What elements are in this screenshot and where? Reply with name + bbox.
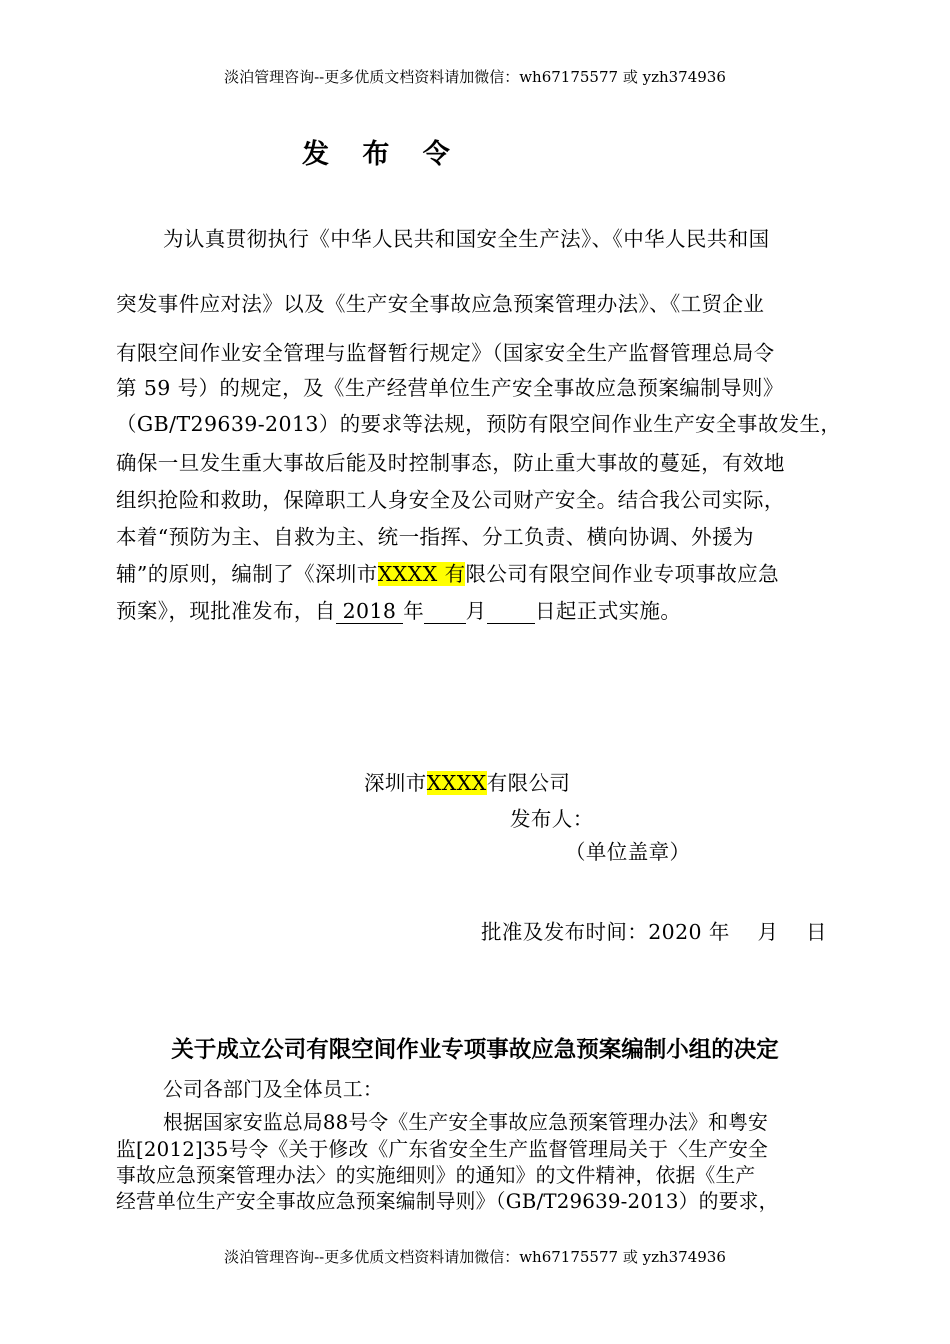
decision-line: 经营单位生产安全事故应急预案编制导则》（GB/T29639-2013）的要求，	[116, 1190, 779, 1213]
decree-line: 本着“预防为主、自救为主、统一指挥、分工负责、横向协调、外援为	[116, 525, 754, 549]
month-blank	[424, 601, 466, 624]
highlighted-company-placeholder: XXXX	[426, 771, 487, 795]
decree-line: 突发事件应对法》以及《生产安全事故应急预案管理办法》、《工贸企业	[116, 292, 765, 316]
year-field: 2018	[335, 599, 404, 623]
decree-line: 第 59 号）的规定，及《生产经营单位生产安全事故应急预案编制导则》	[116, 376, 784, 400]
publisher-label: 发布人：	[510, 807, 594, 831]
decision-salutation: 公司各部门及全体员工：	[163, 1078, 383, 1101]
decree-effective-date-line	[116, 594, 681, 624]
day-blank	[487, 601, 535, 624]
seal-label: （单位盖章）	[565, 840, 691, 864]
footer-note: 淡泊管理咨询--更多优质文档资料请加微信：wh67175577 或 yzh374936	[224, 1248, 726, 1266]
decree-line	[116, 557, 779, 587]
decree-text: 限公司有限空间作业专项事故应急	[465, 562, 779, 586]
decree-line: 为认真贯彻执行《中华人民共和国安全生产法》、《中华人民共和国	[163, 227, 770, 251]
company-prefix: 深圳市	[364, 771, 427, 795]
decision-line: 监[2012]35号令《关于修改《广东省安全生产监督管理局关于〈生产安全	[116, 1138, 769, 1161]
approval-date: 批准及发布时间：2020 年 月 日	[481, 920, 827, 944]
decree-line: 确保一旦发生重大事故后能及时控制事态，防止重大事故的蔓延，有效地	[116, 451, 785, 475]
decree-line: （GB/T29639-2013）的要求等法规，预防有限空间作业生产安全事故发生，	[116, 412, 842, 436]
highlighted-company-placeholder: XXXX 有	[377, 562, 466, 586]
decree-line: 有限空间作业安全管理与监督暂行规定》（国家安全生产监督管理总局令	[116, 341, 775, 365]
day-unit: 日起正式实施。	[535, 599, 682, 623]
month-unit: 月	[465, 599, 487, 623]
company-suffix: 有限公司	[486, 771, 571, 795]
decision-line: 根据国家安监总局88号令《生产安全事故应急预案管理办法》和粤安	[163, 1111, 769, 1134]
page-title: 发 布 令	[302, 139, 462, 170]
decision-line: 事故应急预案管理办法〉的实施细则》的通知》的文件精神，依据《生产	[116, 1164, 756, 1187]
year-unit: 年	[403, 599, 425, 623]
header-note: 淡泊管理咨询--更多优质文档资料请加微信：wh67175577 或 yzh374936	[224, 68, 726, 86]
decree-text: 辅”的原则，编制了《深圳市	[116, 562, 378, 586]
decree-text: 预案》，现批准发布，自	[116, 599, 336, 623]
signature-company	[364, 766, 570, 796]
decision-title: 关于成立公司有限空间作业专项事故应急预案编制小组的决定	[171, 1037, 779, 1063]
decree-line: 组织抢险和救助，保障职工人身安全及公司财产安全。结合我公司实际，	[116, 488, 785, 512]
